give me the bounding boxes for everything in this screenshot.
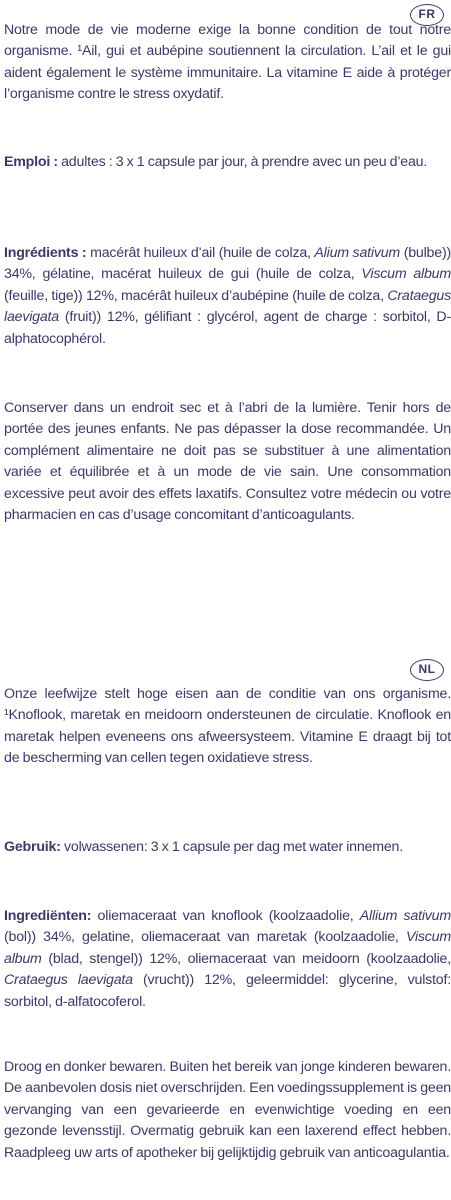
language-badge-fr: FR [410, 4, 444, 26]
fr-ingredients-text-2: (bulbe)) 34%, gélatine, macérat huileux de gui (huile de colza, [4, 245, 451, 283]
fr-usage-paragraph [4, 152, 451, 173]
fr-ingredients-text-3: (feuille, tige)) 12%, macérât huileux d’aubépine (huile de colza, [4, 287, 388, 304]
fr-ingredients-paragraph [4, 243, 451, 350]
nl-usage-label: Gebruik: [4, 839, 61, 855]
nl-ingredients-text-4: (vrucht)) 12%, geleermiddel: glycerine, vulstof: sorbitol, d-alfatocoferol. [4, 972, 451, 1010]
nl-ingredients-paragraph [4, 906, 451, 1013]
language-badge-nl: NL [410, 659, 444, 681]
fr-ingredients-label: Ingrédients : [4, 245, 87, 261]
fr-usage-text: adultes : 3 x 1 capsule par jour, à prendre avec un peu d’eau. [57, 154, 428, 170]
nl-ingredients-latin-3: Crataegus laevigata [4, 972, 133, 989]
nl-ingredients-latin-1: Allium sativum [359, 908, 451, 924]
nl-ingredients-label: Ingrediënten: [4, 908, 92, 924]
nl-intro-paragraph: Onze leefwijze stelt hoge eisen aan de conditie van ons organisme. ¹Knoflook, maretak en meidoorn ondersteunen de circulatie. Knoflook en maretak helpen eveneens ons afweersysteem. Vitamine E draagt bij tot de bescherming van cellen tegen oxidatieve stress. [4, 686, 451, 767]
nl-usage-text: volwassenen: 3 x 1 capsule per dag met water innemen. [60, 839, 403, 855]
nl-ingredients-text-1: oliemaceraat van knoflook (koolzaadolie, [91, 908, 360, 924]
fr-ingredients-latin-3: Crataegus laevigata [4, 287, 451, 326]
fr-ingredients-latin-1: Alium sativum [314, 245, 401, 261]
nl-ingredients-text-2: (bol)) 34%, gelatine, oliemaceraat van maretak (koolzaadolie, [4, 929, 406, 946]
fr-ingredients-latin-2: Viscum album [361, 266, 451, 283]
fr-intro-paragraph: Notre mode de vie moderne exige la bonne condition de tout notre organisme. ¹Ail, gui et aubépine soutiennent la circulation. L’ail et le gui aident également le système immunitaire. La vitamine E aide à protéger l’organisme contre le stress oxydatif. [4, 22, 451, 103]
fr-usage-label: Emploi : [4, 154, 58, 170]
fr-ingredients-text-1: macérât huileux d’ail (huile de colza, [86, 245, 315, 261]
nl-warning-paragraph: Droog en donker bewaren. Buiten het bereik van jonge kinderen bewaren. De aanbevolen dosis niet overschrijden. Een voedingssupplement is geen vervanging van een gevarieerde en evenwichtige voeding en een gezonde levensstijl. Overmatig gebruik kan een laxerend effect hebben. Raadpleeg uw arts of apotheker bij gelijktijdig gebruik van anticoagulantia. [4, 1059, 451, 1161]
nl-usage-paragraph [4, 837, 451, 858]
fr-ingredients-text-4: (fruit)) 12%, gélifiant : glycérol, agent de charge : sorbitol, D-alphatocophérol. [4, 309, 451, 347]
fr-warning-paragraph: Conserver dans un endroit sec et à l’abri de la lumière. Tenir hors de portée des jeunes enfants. Ne pas dépasser la dose recommandée. Un complément alimentaire ne doit pas se substituer à une alimentation variée et équilibrée et à un mode de vie sain. Une consommation excessive peut avoir des effets laxatifs. Consultez votre médecin ou votre pharmacien en cas d’usage concomitant d’anticoagulants. [4, 400, 451, 524]
nl-ingredients-latin-2: Viscum album [4, 929, 451, 967]
nl-ingredients-text-3: (blad, stengel)) 12%, oliemaceraat van meidoorn (koolzaadolie, [41, 950, 451, 967]
